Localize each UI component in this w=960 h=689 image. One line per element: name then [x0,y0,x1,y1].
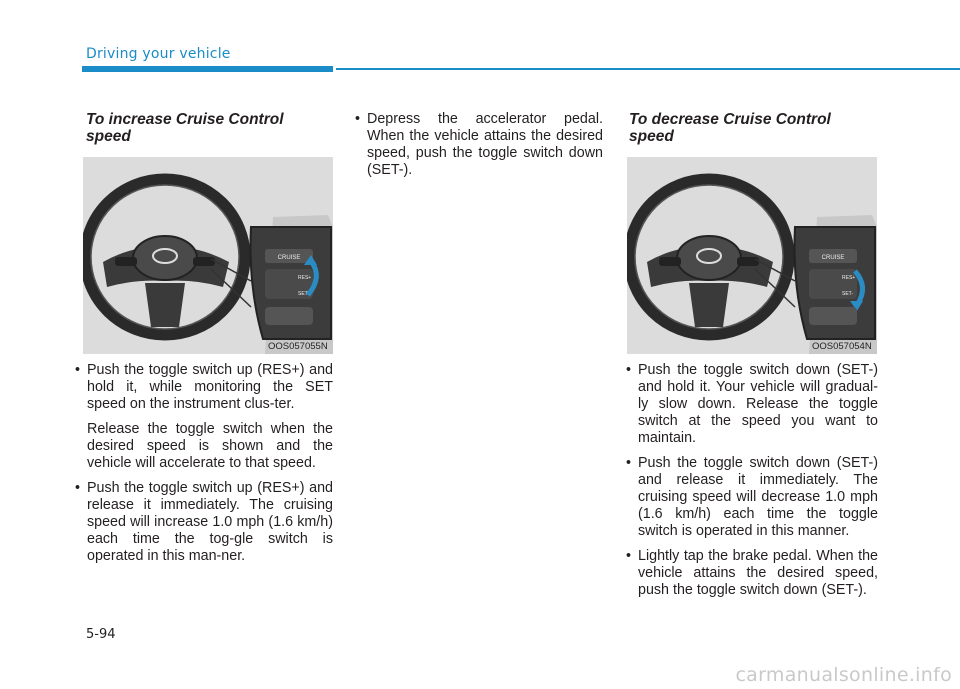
figure-label-res: RES+ [298,275,312,281]
list-item [75,362,333,472]
list-item-text: Lightly tap the brake pedal. When the vehicle attains the desired speed, push the toggle switch down (SET-). [638,548,878,598]
increase-speed-list [75,362,333,573]
figure-label-set: SET- [298,291,310,297]
decrease-speed-list [626,362,878,607]
list-item-text: Push the toggle switch up (RES+) and hold it, while monitoring the SET speed on the instrument clus-ter. [87,362,333,412]
list-item [75,480,333,565]
figure-label-set: SET- [842,291,854,297]
figure-code-left: OOS057055N [268,341,328,352]
figure-code-right: OOS057054N [812,341,872,352]
header-rule-thick [82,66,333,72]
decrease-speed-heading: To decrease Cruise Control speed [629,111,831,145]
list-item-text: Push the toggle switch down (SET-) and release it immediately. The cruising speed will decrease 1.0 mph (1.6 km/h) each time the toggle switch is operated in this manner. [638,455,878,539]
list-item-text: Push the toggle switch up (RES+) and release it immediately. The cruising speed will increase 1.0 mph (1.6 km/h) each time the tog-gle switch is operated in this man-ner. [87,480,333,564]
header-rule-thin [336,68,960,70]
list-item-text: Push the toggle switch down (SET-) and hold it. Your vehicle will gradual-ly slow down. Release the toggle switch at the speed you want to maintain. [638,362,878,446]
list-item [355,111,603,179]
figure-label-cruise: CRUISE [277,255,301,261]
increase-speed-heading: To increase Cruise Control speed [86,111,284,145]
list-item [626,362,878,447]
figure-label-cruise: CRUISE [821,255,845,261]
list-item [626,455,878,540]
list-item-subtext: Release the toggle switch when the desired speed is shown and the vehicle will accelerate to that speed. [87,421,333,471]
watermark: carmanualsonline.info [735,664,952,686]
middle-list [355,111,603,187]
list-item [626,548,878,599]
figure-label-res: RES+ [842,275,856,281]
steering-wheel-figure-decrease [627,157,877,354]
list-item-text: Depress the accelerator pedal. When the vehicle attains the desired speed, push the toggle switch down (SET-). [367,111,603,178]
steering-wheel-figure-increase [83,157,333,354]
page-number: 5-94 [86,627,116,642]
section-title: Driving your vehicle [86,46,231,62]
